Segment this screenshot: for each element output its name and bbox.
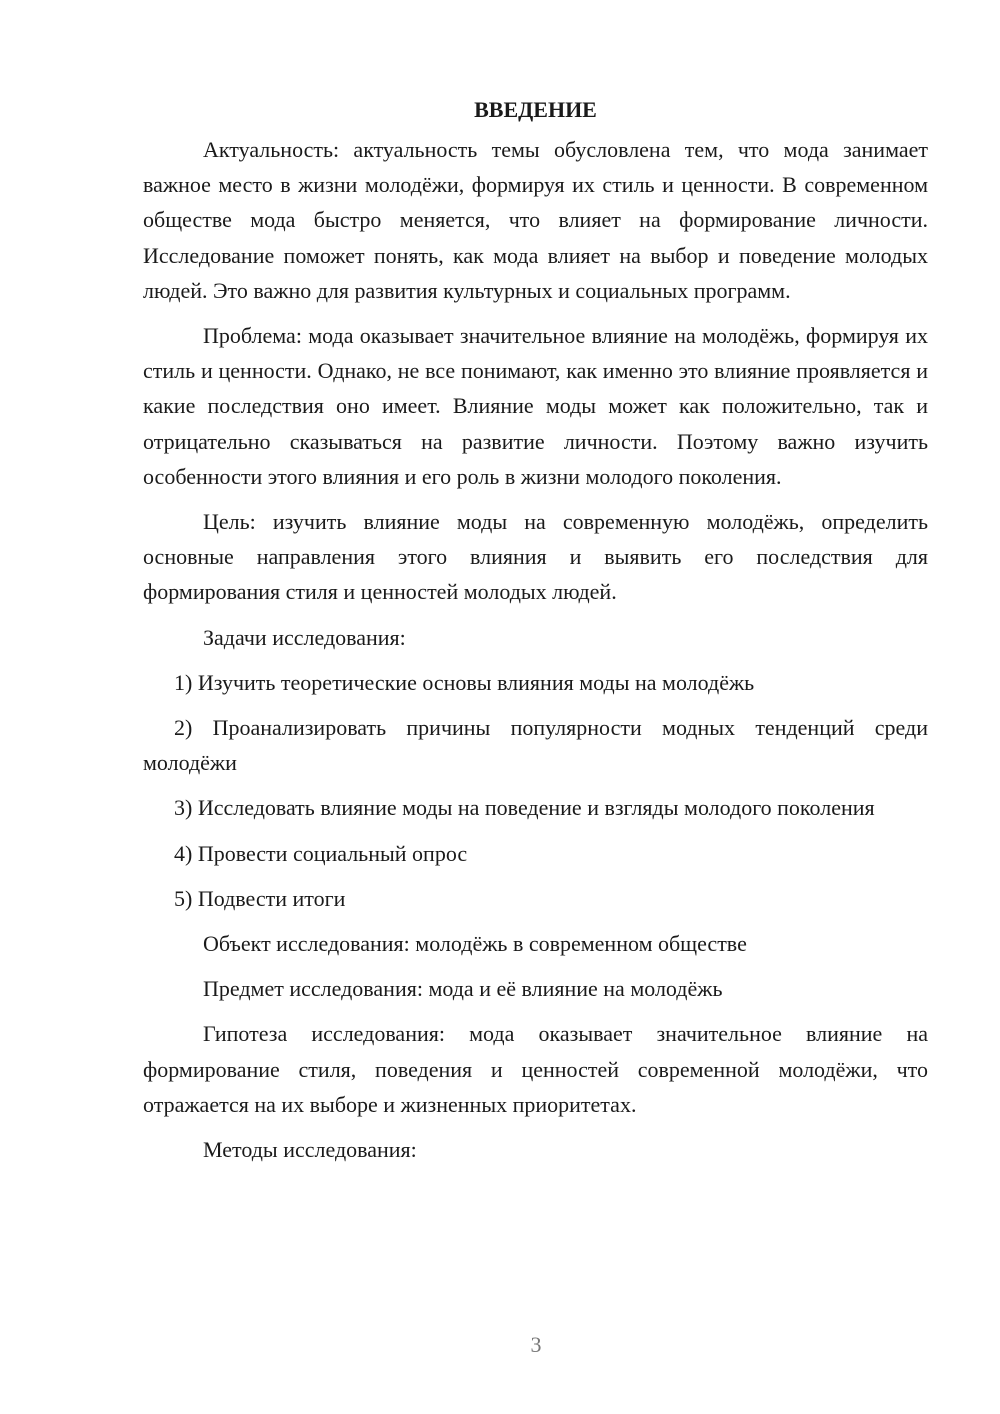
page-title: ВВЕДЕНИЕ <box>474 97 597 122</box>
paragraph-problem: Проблема: мода оказывает значительное влияние на молодёжь, формируя их стиль и ценности. Однако, не все понимают, как именно это влияние проявляется и какие последствия оно имеет. Влияние моды может как положительно, так и отрицательно сказываться на развитие личности. Поэтому важно изучить особенности этого влияния и его роль в жизни молодого поколения. <box>143 323 928 489</box>
paragraph-object: Объект исследования: молодёжь в современном обществе <box>203 931 747 957</box>
list-item: 4) Провести социальный опрос <box>174 840 468 866</box>
list-item: 2) Проанализировать причины популярности модных тенденций среди молодёжи <box>143 715 928 776</box>
page-number: 3 <box>530 1332 542 1357</box>
paragraph-methods: Методы исследования: <box>203 1137 417 1163</box>
paragraph-hypothesis: Гипотеза исследования: мода оказывает значительное влияние на формирование стиля, поведения и ценностей современной молодёжи, что отражается на их выборе и жизненных приоритетах. <box>143 1021 928 1117</box>
task-list <box>143 665 928 916</box>
document-page <box>143 92 928 1177</box>
paragraph-subject: Предмет исследования: мода и её влияние на молодёжь <box>203 976 723 1002</box>
paragraph-tasks-heading: Задачи исследования: <box>203 624 406 650</box>
paragraph-relevance: Актуальность: актуальность темы обусловлена тем, что мода занимает важное место в жизни молодёжи, формируя их стиль и ценности. В современном обществе мода быстро меняется, что влияет на формирование личности. Исследование поможет понять, как мода влияет на выбор и поведение молодых людей. Это важно для развития культурных и социальных программ. <box>143 137 928 303</box>
list-item: 5) Подвести итоги <box>174 885 346 911</box>
list-item: 1) Изучить теоретические основы влияния моды на молодёжь <box>174 669 755 695</box>
list-item: 3) Исследовать влияние моды на поведение и взгляды молодого поколения <box>174 795 875 821</box>
paragraph-goal: Цель: изучить влияние моды на современную молодёжь, определить основные направления этого влияния и выявить его последствия для формирования стиля и ценностей молодых людей. <box>143 509 928 605</box>
